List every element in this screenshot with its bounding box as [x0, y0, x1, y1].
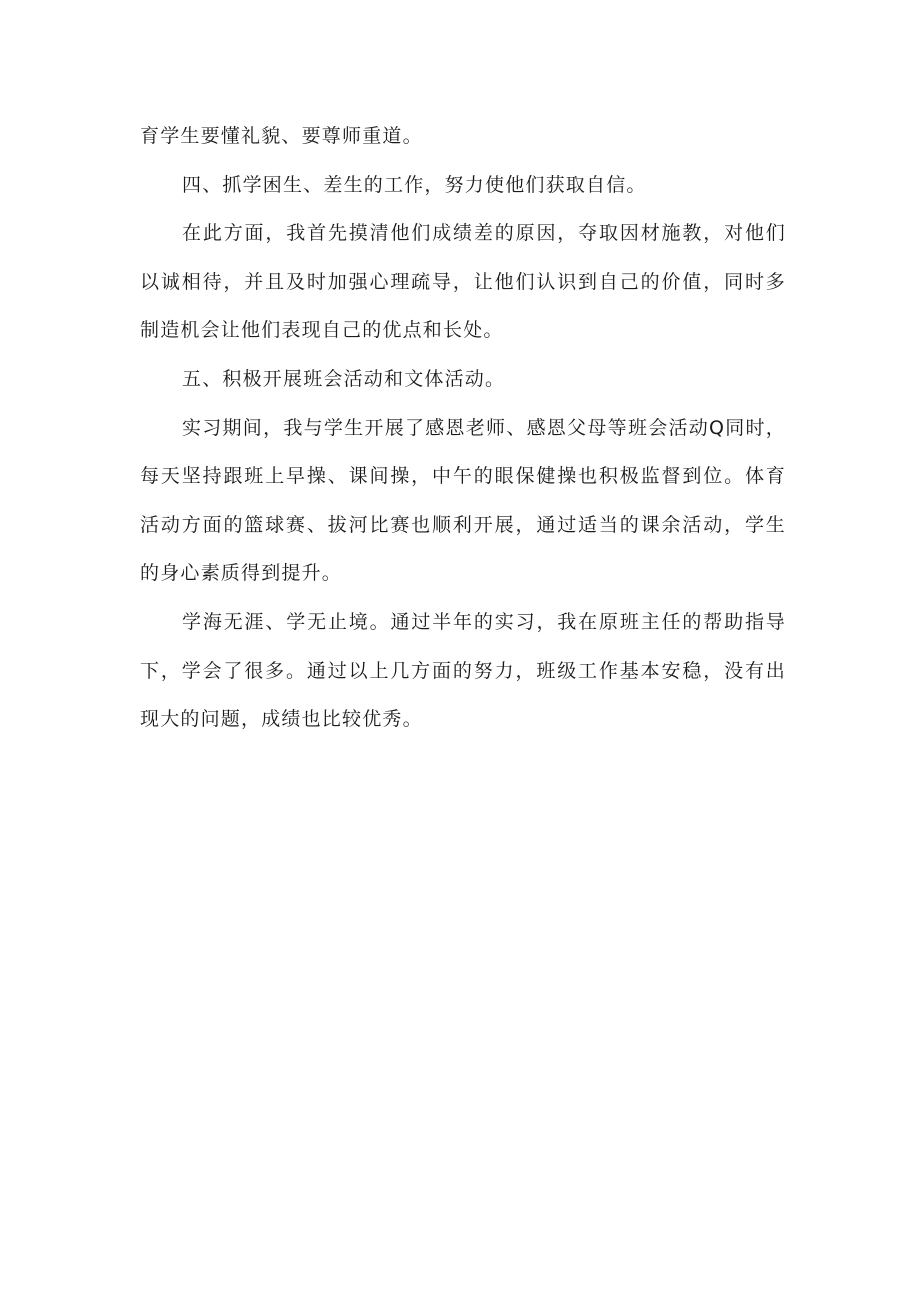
- document-body: [140, 112, 786, 744]
- paragraph-conclusion: 学海无涯、学无止境。通过半年的实习，我在原班主任的帮助指导下，学会了很多。通过以上几方面的努力，班级工作基本安稳，没有出现大的问题，成绩也比较优秀。: [140, 610, 786, 731]
- heading-section-five: 五、积极开展班会活动和文体活动。: [182, 367, 506, 390]
- paragraph-activities: 实习期间，我与学生开展了感恩老师、感恩父母等班会活动Q同时，每天坚持跟班上早操、课间操，中午的眼保健操也积极监督到位。体育活动方面的篮球赛、拔河比赛也顺利开展，通过适当的课余活动，学生的身心素质得到提升。: [140, 416, 786, 585]
- heading-section-four: 四、抓学困生、差生的工作，努力使他们获取自信。: [182, 173, 647, 196]
- paragraph-struggling-students: 在此方面，我首先摸清他们成绩差的原因，夺取因材施教，对他们以诚相待，并且及时加强心理疏导，让他们认识到自己的价值，同时多制造机会让他们表现自己的优点和长处。: [140, 222, 786, 342]
- paragraph-continuation: 育学生要懂礼貌、要尊师重道。: [140, 125, 423, 147]
